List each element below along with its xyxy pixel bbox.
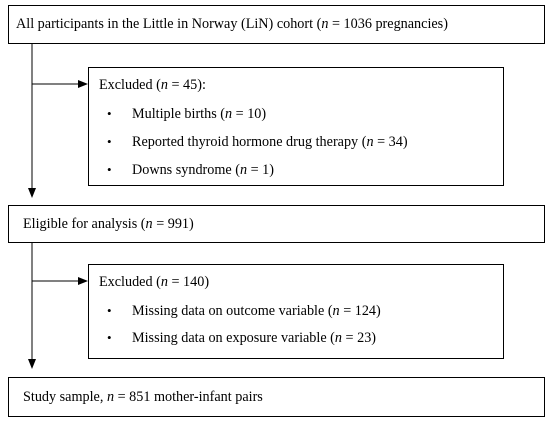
- n-symbol: n: [145, 216, 153, 232]
- text-part: = 991): [152, 216, 194, 232]
- arrowhead-excluded-1: [78, 80, 88, 88]
- text-part: = 1): [247, 162, 274, 178]
- text-part: Study sample,: [23, 389, 107, 405]
- n-symbol: n: [332, 303, 340, 319]
- text-part: = 1036 pregnancies): [328, 16, 448, 32]
- excluded-2-item-outcome: [132, 302, 381, 320]
- excluded-1-item-downs: [132, 161, 274, 179]
- bullet-icon: •: [107, 134, 112, 149]
- excluded-box-2: [88, 264, 504, 359]
- excluded-1-item-thyroid: [132, 133, 408, 151]
- bullet-icon: •: [107, 106, 112, 121]
- eligible-text: [23, 215, 194, 233]
- excluded-1-item-multiple-births: [132, 105, 266, 123]
- eligible-box: [8, 205, 545, 243]
- n-symbol: n: [160, 274, 168, 290]
- study-sample-text: [23, 388, 263, 406]
- text-part: Missing data on outcome variable (: [132, 303, 333, 319]
- n-symbol: n: [239, 162, 248, 178]
- n-symbol: n: [366, 134, 374, 150]
- text-part: Excluded (: [99, 77, 161, 93]
- text-part: = 10): [232, 106, 267, 122]
- all-participants-box: [8, 5, 545, 44]
- text-part: = 140): [167, 274, 210, 290]
- text-part: = 23): [342, 330, 377, 346]
- study-sample-box: [8, 377, 545, 417]
- n-symbol: n: [225, 106, 233, 122]
- text-part: Excluded (: [99, 274, 161, 290]
- text-part: Reported thyroid hormone drug therapy (: [132, 134, 367, 150]
- arrowhead-study-sample: [28, 359, 36, 369]
- excluded-2-item-exposure: [132, 329, 376, 347]
- text-part: All participants in the Little in Norway (LiN) cohort (: [16, 16, 322, 32]
- arrowhead-eligible: [28, 188, 36, 198]
- excluded-1-title: [99, 76, 206, 94]
- text-part: Eligible for analysis (: [23, 216, 146, 232]
- text-part: = 45):: [167, 77, 206, 93]
- excluded-2-title: [99, 273, 209, 291]
- text-part: = 851 mother-infant pairs: [114, 389, 263, 405]
- bullet-icon: •: [107, 162, 112, 177]
- text-part: Multiple births (: [132, 106, 226, 122]
- n-symbol: n: [334, 330, 342, 346]
- arrowhead-excluded-2: [78, 277, 88, 285]
- bullet-icon: •: [107, 330, 112, 345]
- n-symbol: n: [160, 77, 168, 93]
- n-symbol: n: [321, 16, 329, 32]
- text-part: Downs syndrome (: [132, 162, 240, 178]
- bullet-icon: •: [107, 303, 112, 318]
- text-part: Missing data on exposure variable (: [132, 330, 335, 346]
- n-symbol: n: [106, 389, 115, 405]
- text-part: = 34): [373, 134, 408, 150]
- text-part: = 124): [339, 303, 381, 319]
- excluded-box-1: [88, 67, 504, 186]
- all-participants-text: [16, 15, 448, 33]
